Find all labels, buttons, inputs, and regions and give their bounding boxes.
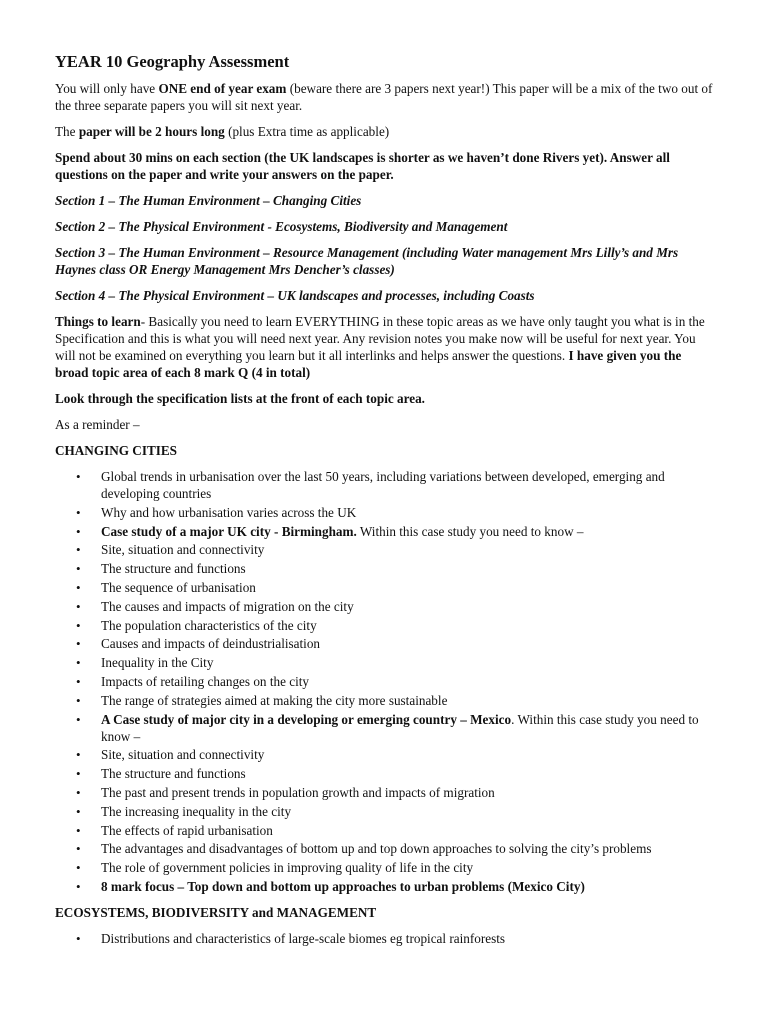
section-1-line: Section 1 – The Human Environment – Changing Cities — [55, 193, 362, 208]
eight-mark-focus: 8 mark focus – Top down and bottom up approaches to urban problems (Mexico City) — [101, 878, 585, 894]
list-item-text: Distributions and characteristics of large-scale biomes eg tropical rainforests — [101, 930, 506, 946]
ecosystems-heading: ECOSYSTEMS, BIODIVERSITY and MANAGEMENT — [55, 904, 377, 920]
intro-bold-text: ONE end of year exam — [158, 81, 287, 96]
bullet-icon: • — [76, 747, 81, 763]
bullet-icon: • — [76, 803, 81, 819]
list-item — [55, 746, 713, 763]
bullet-icon: • — [76, 579, 81, 595]
document-title: YEAR 10 Geography Assessment — [55, 52, 290, 71]
list-item-text: The sequence of urbanisation — [101, 579, 256, 595]
bullet-icon: • — [76, 617, 81, 633]
intro-text: (plus Extra time as applicable) — [224, 124, 390, 139]
list-item — [55, 930, 713, 947]
intro-bold-text: paper will be 2 hours long — [78, 124, 225, 139]
things-to-learn-bold-text: I have given you the broad topic area of each 8 mark Q (4 in total) — [55, 348, 682, 380]
list-item-text: Within this case study you need to know – — [356, 523, 584, 539]
list-item-text: The structure and functions — [101, 766, 246, 782]
list-item — [55, 579, 713, 596]
bullet-icon: • — [76, 878, 81, 894]
bullet-icon: • — [76, 930, 81, 946]
list-item-text: Why and how urbanisation varies across the UK — [101, 504, 357, 520]
intro-paragraph-duration — [55, 123, 713, 140]
list-item — [55, 654, 713, 671]
list-item-text: Impacts of retailing changes on the city — [101, 673, 309, 689]
list-item — [55, 635, 713, 652]
bullet-icon: • — [76, 542, 81, 558]
things-to-learn-label: Things to learn — [55, 314, 141, 329]
bullet-icon: • — [76, 673, 81, 689]
bullet-icon: • — [76, 766, 81, 782]
list-item — [55, 878, 713, 895]
section-2-line: Section 2 – The Physical Environment - Ecosystems, Biodiversity and Management — [55, 219, 508, 234]
list-item-text: The range of strategies aimed at making the city more sustainable — [101, 692, 448, 708]
list-item — [55, 692, 713, 709]
reminder-text: As a reminder – — [55, 417, 140, 432]
list-item — [55, 541, 713, 558]
bullet-icon: • — [76, 711, 81, 727]
case-study-mexico-label: A Case study of major city in a developing or emerging country – Mexico — [101, 711, 512, 727]
specification-note: Look through the specification lists at the front of each topic area. — [55, 391, 425, 406]
changing-cities-heading: CHANGING CITIES — [55, 443, 178, 458]
bullet-icon: • — [76, 822, 81, 838]
bullet-icon: • — [76, 841, 81, 857]
bullet-icon: • — [76, 561, 81, 577]
things-to-learn-text: - Basically you need to learn EVERYTHING in these topic areas as we have only taught you what is in the Specification and this is what you will need next year. Any revision notes you make now will be useful for next year. You will not be examined on everything you learn but it all interlinks and helps answer the questions. — [55, 314, 705, 363]
list-item-text: The role of government policies in improving quality of life in the city — [101, 860, 474, 876]
intro-text: You will only have — [55, 81, 159, 96]
section-4-line: Section 4 – The Physical Environment – UK landscapes and processes, including Coasts — [55, 288, 535, 303]
list-item-text: The advantages and disadvantages of bottom up and top down approaches to solving the city’s problems — [101, 841, 652, 857]
bullet-icon: • — [76, 523, 81, 539]
intro-paragraph-instructions: Spend about 30 mins on each section (the UK landscapes is shorter as we haven’t done Rivers yet). Answer all questions on the paper and write your answers on the paper. — [55, 150, 670, 182]
list-item — [55, 523, 713, 540]
things-to-learn-paragraph — [55, 313, 713, 381]
list-item-text: The causes and impacts of migration on the city — [101, 598, 354, 614]
list-item — [55, 673, 713, 690]
bullet-icon: • — [76, 655, 81, 671]
bullet-icon: • — [76, 636, 81, 652]
list-item-text: The increasing inequality in the city — [101, 803, 292, 819]
list-item — [55, 803, 713, 820]
list-item — [55, 859, 713, 876]
list-item-text: Global trends in urbanisation over the last 50 years, including variations between developed, emerging and developing countries — [101, 469, 665, 501]
list-item — [55, 840, 713, 857]
bullet-icon: • — [76, 469, 81, 484]
list-item — [55, 765, 713, 782]
ecosystems-list — [55, 930, 713, 947]
list-item — [55, 504, 713, 521]
case-study-uk-label: Case study of a major UK city - Birmingham. — [101, 523, 357, 539]
list-item — [55, 560, 713, 577]
list-item — [55, 598, 713, 615]
changing-cities-list — [55, 468, 713, 895]
list-item-text: Inequality in the City — [101, 655, 214, 671]
list-item-text: Causes and impacts of deindustrialisation — [101, 636, 321, 652]
list-item-text: Site, situation and connectivity — [101, 542, 265, 558]
list-item-text: The population characteristics of the city — [101, 617, 317, 633]
intro-text: (beware there are 3 papers next year!) This paper will be a mix of the two out of the three separate papers you will sit next year. — [55, 81, 713, 113]
list-item-text: The past and present trends in population growth and impacts of migration — [101, 784, 495, 800]
list-item — [55, 784, 713, 801]
section-3-line: Section 3 – The Human Environment – Resource Management (including Water management Mrs Lilly’s and Mrs Haynes class OR Energy Management Mrs Dencher’s classes) — [55, 245, 679, 277]
list-item-text: The structure and functions — [101, 561, 246, 577]
list-item-text: Site, situation and connectivity — [101, 747, 265, 763]
bullet-icon: • — [76, 692, 81, 708]
list-item — [55, 617, 713, 634]
intro-text: The — [55, 124, 79, 139]
list-item — [55, 468, 713, 502]
bullet-icon: • — [76, 504, 81, 520]
list-item — [55, 822, 713, 839]
bullet-icon: • — [76, 598, 81, 614]
bullet-icon: • — [76, 860, 81, 876]
list-item — [55, 711, 713, 745]
intro-paragraph-exam — [55, 80, 713, 114]
list-item-text: The effects of rapid urbanisation — [101, 822, 273, 838]
bullet-icon: • — [76, 784, 81, 800]
list-item-text: . Within this case study you need to know – — [101, 711, 699, 744]
